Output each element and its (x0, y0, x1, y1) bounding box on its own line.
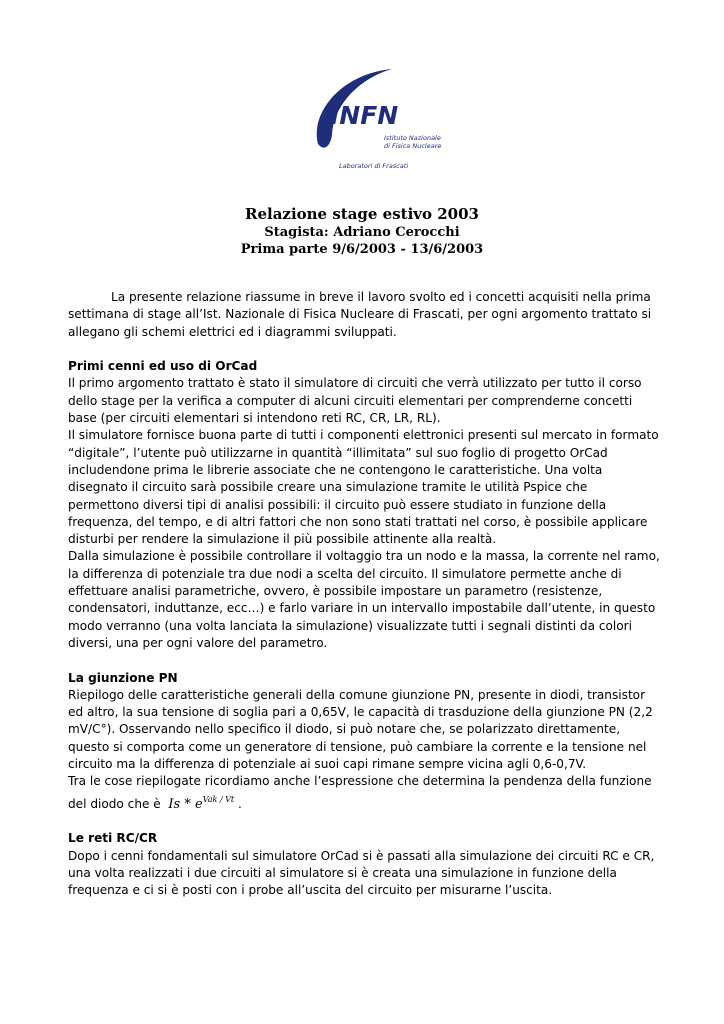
document-author: Stagista: Adriano Cerocchi (264, 225, 460, 240)
section-heading-pn: La giunzione PN (68, 670, 178, 685)
document-title: Relazione stage estivo 2003 (245, 205, 479, 223)
section-heading-rc: Le reti RC/CR (68, 831, 158, 846)
logo-line-3: Laboratori di Frascati (339, 162, 409, 170)
logo-line-2: di Fisica Nucleare (384, 142, 442, 150)
diode-formula (168, 794, 235, 812)
pn-paragraph-2-end: . (237, 796, 242, 811)
intro-paragraph: La presente relazione riassume in breve il lavoro svolto ed i concetti acquisiti nella prima settimana di stage all’Ist. Nazionale di Fisica Nucleare di Frascati, per ogni argomento trattato si allegano gli schemi elettrici ed i diagrammi sviluppati. (68, 290, 652, 339)
pn-paragraph-2-text: Tra le cose riepilogate ricordiamo anche l’espressione che determina la pendenza della funzione del diodo che è (68, 774, 652, 811)
logo-line-1: Istituto Nazionale (384, 134, 441, 142)
rc-paragraph-1: Dopo i cenni fondamentali sul simulatore OrCad si è passati alla simulazione dei circuiti RC e CR, una volta realizzati i due circuiti al simulatore si è creata una simulazione in funzione della frequenza e ci si è posti con i probe all’uscita del circuito per misurarne l’uscita. (68, 848, 655, 898)
title-block (0, 204, 724, 258)
logo-brand: INFN (330, 101, 399, 130)
spacer (68, 813, 662, 830)
formula-base: Is * e (168, 796, 203, 812)
document-body (68, 289, 662, 899)
spacer (68, 341, 662, 358)
orcad-paragraph-3: Dalla simulazione è possibile controllare il voltaggio tra un nodo e la massa, la corrente nel ramo, la differenza di potenziale tra due nodi a scelta del circuito. Il simulatore permette anche di effettuare analisi parametriche, ovvero, è possibile impostare un parametro (resistenze, condensatori, induttanze, ecc…) e farlo variare in un intervallo impostabile dall’utente, in questo modo verranno (una volta lanciata la simulazione) visualizzate tutti i segnali distinti da colori diversi, una per ogni valore del parametro. (68, 549, 660, 650)
document-dates: Prima parte 9/6/2003 - 13/6/2003 (240, 242, 484, 257)
orcad-paragraph-2: Il simulatore fornisce buona parte di tutti i componenti elettronici presenti sul mercato in formato “digitale”, l’utente può utilizzarne in quantità “illimitata” sul suo foglio di progetto OrCad includendone prima le librerie associate che ne contengono le caratteristiche. Una volta disegnato il circuito sarà possibile creare una simulazione tramite le utilità Pspice che permettono diversi tipi di analisi possibili: il circuito può essere studiato in funzione della frequenza, del tempo, e di altri fattori che non sono stati trattati nel corso, è possibile applicare disturbi per rendere la simulazione il più possibile attinente alla realtà. (68, 428, 659, 547)
infn-logo-graphic (300, 64, 442, 189)
section-heading-orcad: Primi cenni ed uso di OrCad (68, 359, 258, 374)
orcad-paragraph-1: Il primo argomento trattato è stato il simulatore di circuiti che verrà utilizzato per tutto il corso dello stage per la verifica a computer di alcuni circuiti elementari per comprenderne concetti base (per circuiti elementari si intendono reti RC, CR, LR, RL). (68, 376, 642, 426)
pn-paragraph-2 (68, 773, 662, 813)
pn-paragraph-1: Riepilogo delle caratteristiche generali della comune giunzione PN, presente in diodi, transistor ed altro, la sua tensione di soglia pari a 0,65V, le capacità di trasduzione della giunzione PN (2,2 mV/C°). Osservando nello specifico il diodo, si può notare che, se polarizzato direttamente, questo si comporta come un generatore di tensione, può cambiare la corrente e la tensione nel circuito ma la differenza di potenziale ai suoi capi rimane sempre vicina agli 0,6-0,7V. (68, 687, 653, 772)
infn-logo (300, 64, 442, 189)
formula-exponent: Vak / Vt (202, 794, 235, 804)
spacer (68, 652, 662, 669)
